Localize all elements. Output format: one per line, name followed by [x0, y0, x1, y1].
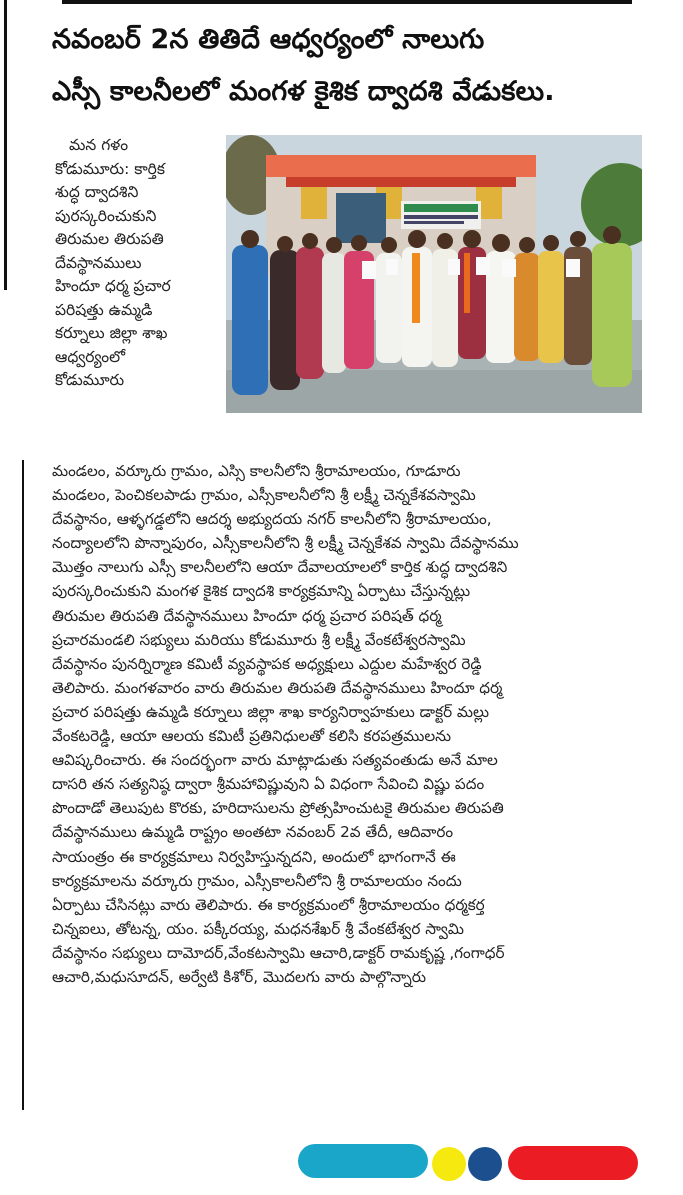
decorative-red-pill [508, 1146, 638, 1180]
body-line: దేవస్థానం పునర్నిర్మాణ కమిటీ వ్యవస్థాపక అధ్యక్షులు ఎద్దుల మహేశ్వర రెడ్డి [52, 654, 482, 673]
body-line: నంద్యాలలోని పొన్నాపురం, ఎస్సీకాలనీలోని శ్రీ లక్ష్మీ చెన్నకేశవ స్వామి దేవస్థానము [52, 534, 519, 553]
group-photo-illustration [226, 135, 642, 413]
body-line: ప్రచార పరిషత్తు ఉమ్మడి కర్నూలు జిల్లా శాఖ కార్యనిర్వాహకులు డాక్టర్ మల్లు [52, 702, 490, 721]
decorative-cyan-pill [298, 1144, 428, 1178]
left-column-rule-lower [22, 460, 24, 1110]
body-line: పురస్కరించుకుని మంగళ కైశిక ద్వాదశి కార్యక్రమాన్ని ఏర్పాటు చేస్తున్నట్లు [52, 582, 471, 601]
decorative-navy-dot [468, 1147, 502, 1181]
lead-line: పురస్కరించుకుని [55, 206, 157, 225]
lead-line: కోడుమూరు: కార్తిక [55, 159, 165, 178]
byline: మన గళం [69, 136, 129, 154]
headline-line: నవంబర్ 2న తితిదే ఆధ్వర్యంలో నాలుగు [52, 24, 485, 55]
body-line: ఏర్పాటు చేసినట్లు వారు తెలిపారు. ఈ కార్యక్రమంలో శ్రీరామాలయం ధర్మకర్త [52, 895, 485, 914]
lead-line: ఆధ్వర్యంలో [55, 347, 126, 366]
body-line: ప్రచారమండలి సభ్యులు మరియు కోడుమూరు శ్రీ లక్ష్మీ వేంకటేశ్వరస్వామి [52, 630, 466, 649]
body-line: దాసరి తన సత్యనిష్ఠ ద్వారా శ్రీమహావిష్ణువుని ఏ విధంగా సేవించి విష్ణు పదం [52, 775, 485, 794]
lead-column [55, 134, 223, 393]
lead-line: పరిషత్తు ఉమ్మడి [55, 300, 153, 319]
body-line: కార్యక్రమాలను వర్కూరు గ్రామం, ఎస్సీకాలనీలోని శ్రీ రామాలయం నందు [52, 871, 462, 890]
body-line: ఆచారి,మధుసూదన్, అర్వేటి కిశోర్, మొదలగు వారు పాల్గొన్నారు [52, 967, 426, 986]
body-line: మండలం, వర్కూరు గ్రామం, ఎస్సి కాలనీలోని శ్రీరామాలయం, గూడూరు [52, 462, 461, 480]
headline-line: ఎస్సీ కాలనీలలో మంగళ కైశిక ద్వాదశి వేడుకలు. [52, 76, 555, 107]
body-line: చిన్నఐలు, తోటన్న, యం. పక్కీరయ్య, మధనశేఖర్ శ్రీ వేంకటేశ్వర స్వామి [52, 919, 464, 938]
body-line: తెలిపారు. మంగళవారం వారు తిరుమల తిరుపతి దేవస్థానములు హిందూ ధర్మ [52, 678, 503, 697]
body-line: మండలం, పెంచికలపాడు గ్రామం, ఎస్సీకాలనీలోని శ్రీ లక్ష్మీ చెన్నకేశవస్వామి [52, 486, 476, 505]
lead-line: హిందూ ధర్మ ప్రచార [55, 277, 171, 295]
article-body [52, 459, 662, 989]
body-line: మొత్తం నాలుగు ఎస్సీ కాలనీలలోని ఆయా దేవాలయాలలో కార్తిక శుద్ధ ద్వాదశిని [52, 558, 508, 577]
lead-line: కోడుమూరు [55, 371, 125, 389]
top-rule [62, 0, 632, 4]
body-line: ఆవిష్కరించారు. ఈ సందర్భంగా వారు మాట్లాడుతు సత్యవంతుడు అనే మాల [52, 751, 498, 770]
lead-line: శుద్ధ ద్వాదశిని [55, 183, 139, 201]
lead-line: కర్నూలు జిల్లా శాఖ [55, 324, 168, 342]
left-column-rule [4, 0, 7, 290]
body-line: దేవస్థానం, ఆళ్ళగడ్డలోని ఆదర్శ అభ్యుదయ నగర్ కాలనీలోని శ్రీరామాలయం, [52, 510, 492, 529]
news-photo [226, 135, 642, 413]
headline [52, 14, 662, 118]
lead-line: దేవస్థానములు [55, 253, 142, 272]
body-line: తిరుమల తిరుపతి దేవస్థానములు హిందూ ధర్మ ప్రచార పరిషత్ ధర్మ [52, 606, 442, 625]
decorative-yellow-dot [432, 1147, 466, 1181]
lead-line: తిరుమల తిరుపతి [55, 230, 164, 248]
body-line: దేవస్థానములు ఉమ్మడి రాష్ట్రం అంతటా నవంబర్ 2వ తేదీ, ఆదివారం [52, 823, 454, 842]
body-line: పొందాడో తెలుపుట కొరకు, హరిదాసులను ప్రోత్సహించుటకై తిరుమల తిరుపతి [52, 799, 504, 818]
body-line: దేవస్థానం సభ్యులు దామోదర్,వేంకటస్వామి ఆచారి,డాక్టర్ రామకృష్ణ ,గంగాధర్ [52, 943, 505, 962]
body-line: వేంకటరెడ్డి, ఆయా ఆలయ కమిటీ ప్రతినిధులతో కలిసి కరపత్రములను [52, 727, 452, 746]
body-line: సాయంత్రం ఈ కార్యక్రమాలు నిర్వహిస్తున్నదని, అందులో భాగంగానే ఈ [52, 847, 456, 866]
